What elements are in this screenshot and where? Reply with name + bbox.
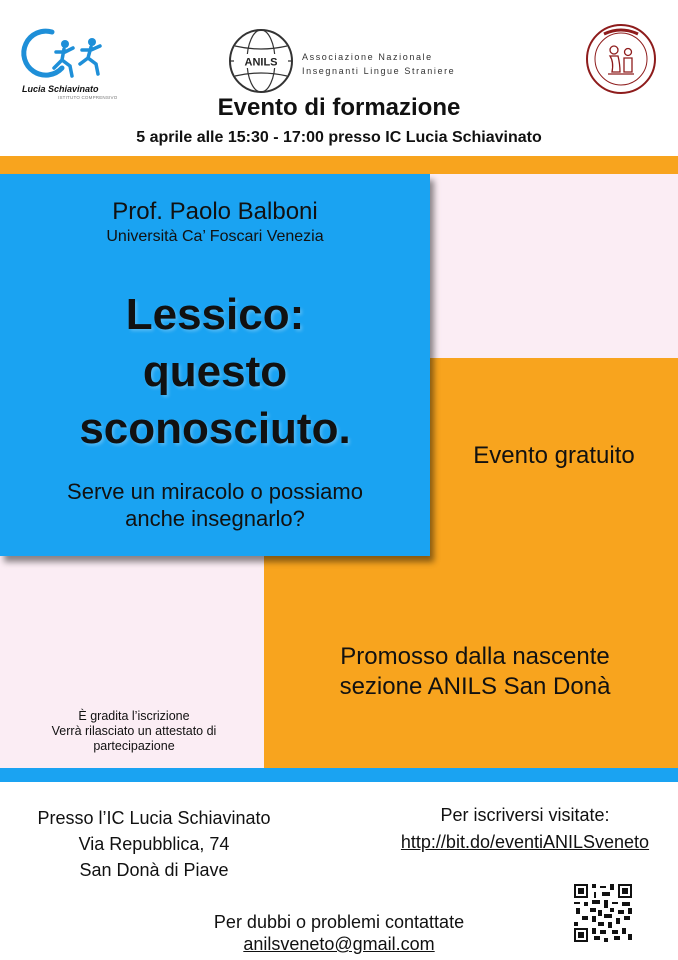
event-title: Evento di formazione <box>217 94 461 121</box>
lescher-editore-seal-icon <box>584 22 658 96</box>
reg-line3: partecipazione <box>93 739 175 753</box>
talk-title <box>0 286 430 457</box>
speaker-affiliation: Università Ca’ Foscari Venezia <box>106 228 324 245</box>
reg-line2: Verrà rilasciato un attestato di <box>51 724 217 738</box>
contact-email-link[interactable]: anilsveneto@gmail.com <box>243 934 435 954</box>
talk-subtitle-line2: anche insegnarlo? <box>125 506 305 531</box>
bottom-blue-bar <box>0 768 678 782</box>
reg-line1: È gradita l’iscrizione <box>78 709 190 723</box>
promoted-by-text <box>290 642 660 702</box>
talk-subtitle-line1: Serve un miracolo o possiamo <box>67 479 363 504</box>
free-event-label: Evento gratuito <box>473 442 635 469</box>
lucia-schiavinato-logo <box>18 22 118 102</box>
venue-line3: San Donà di Piave <box>79 860 229 880</box>
talk-title-line2: questo <box>142 347 288 396</box>
anils-globe-icon <box>226 26 296 96</box>
anils-assoc-line1: Associazione Nazionale <box>302 52 433 62</box>
registration-note <box>20 709 248 754</box>
contact-label: Per dubbi o problemi contattate <box>213 912 465 932</box>
subscribe-label: Per iscriversi visitate: <box>440 805 610 825</box>
anils-assoc-line2: Insegnanti Lingue Straniere <box>302 66 456 76</box>
talk-title-line1: Lessico: <box>125 290 305 339</box>
anils-association-name <box>302 50 455 78</box>
promo-line1: Promosso dalla nascente <box>340 643 610 670</box>
school-runners-icon <box>18 22 118 84</box>
promo-line2: sezione ANILS San Donà <box>339 673 611 700</box>
venue-line1: Presso l’IC Lucia Schiavinato <box>37 808 271 828</box>
pink-block-right <box>424 174 678 358</box>
speaker-name: Prof. Paolo Balboni <box>112 198 318 225</box>
event-date-line: 5 aprile alle 15:30 - 17:00 presso IC Lucia Schiavinato <box>136 129 542 146</box>
school-logo-text: Lucia Schiavinato <box>22 84 99 94</box>
top-orange-bar <box>0 156 678 174</box>
school-logo-subtext: ISTITUTO COMPRENSIVO <box>58 95 118 100</box>
subscribe-link[interactable]: http://bit.do/eventiANILSveneto <box>400 832 650 852</box>
anils-acronym: ANILS <box>244 56 278 69</box>
venue-address <box>14 805 294 883</box>
talk-title-line3: sconosciuto. <box>79 404 351 453</box>
venue-line2: Via Repubblica, 74 <box>78 834 230 854</box>
anils-logo <box>226 26 296 96</box>
talk-subtitle <box>20 478 410 532</box>
